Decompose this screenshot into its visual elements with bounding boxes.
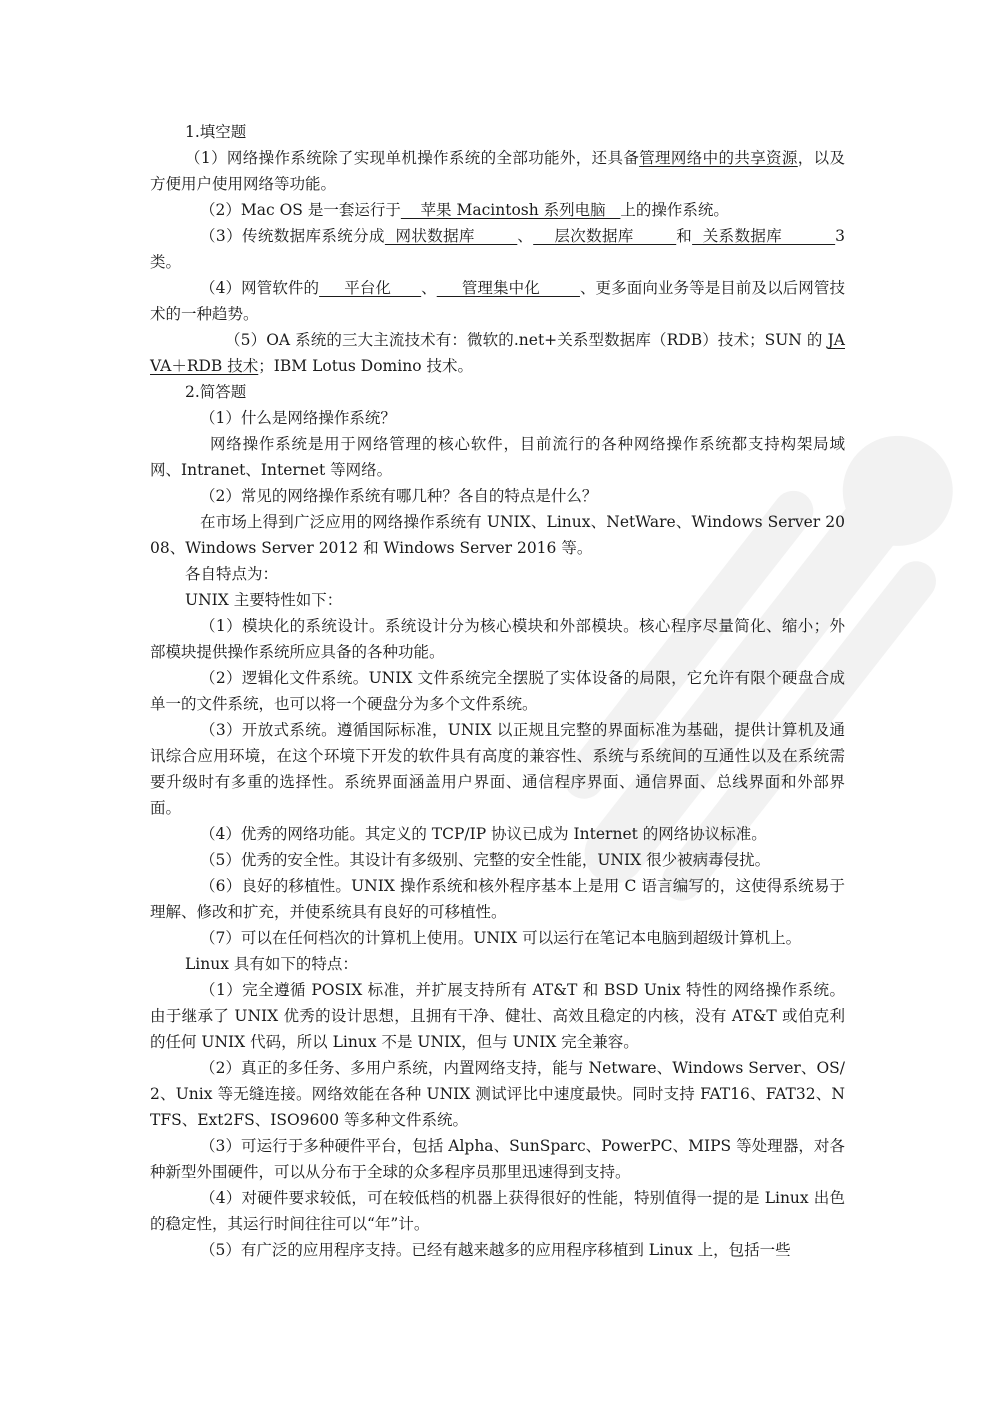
fill-question-2: （2）Mac OS 是一套运行于 苹果 Macintosh 系列电脑 上的操作系统。: [200, 201, 729, 219]
linux-item: （3）可运行于多种硬件平台，包括 Alpha、SunSparc、PowerPC、MIPS 等处理器，对各种新型外围硬件，可以从分布于全球的众多程序员那里迅速得到支持。: [150, 1137, 845, 1181]
linux-title: Linux 具有如下的特点：: [185, 955, 358, 973]
unix-title: UNIX 主要特性如下：: [185, 591, 343, 609]
answer-3b: 层次数据库: [533, 227, 677, 245]
answer-4a: 平台化: [319, 279, 422, 297]
unix-item: （5）优秀的安全性。其设计有多级别、完整的安全性能，UNIX 很少被病毒侵扰。: [200, 851, 771, 869]
unix-item: （2）逻辑化文件系统。UNIX 文件系统完全摆脱了实体设备的局限，它允许有限个硬盘合成单一的文件系统，也可以将一个硬盘分为多个文件系统。: [150, 669, 845, 713]
answer-4b: 管理集中化: [436, 279, 580, 297]
section-title-short-answer: 2.简答题: [185, 383, 247, 401]
linux-item: （1）完全遵循 POSIX 标准，并扩展支持所有 AT&T 和 BSD Unix 特性的网络操作系统。由于继承了 UNIX 优秀的设计思想，且拥有干净、健壮、高效且稳定的内核，没有 AT&T 或伯克利的任何 UNIX 代码，所以 Linux 不是 UNIX，但与 UNIX 完全兼容。: [150, 981, 845, 1051]
unix-item: （3）开放式系统。遵循国际标准，UNIX 以正规且完整的界面标准为基础，提供计算机及通讯综合应用环境，在这个环境下开发的软件具有高度的兼容性、系统与系统间的互通性以及在系统需要升级时有多重的选择性。系统界面涵盖用户界面、通信程序界面、通信界面、总线界面和外部界面。: [150, 721, 845, 817]
fill-question-5: （5）OA 系统的三大主流技术有：微软的.net+关系型数据库（RDB）技术；SUN 的 JAVA＋RDB 技术；IBM Lotus Domino 技术。: [150, 331, 845, 375]
fill-question-3: （3）传统数据库系统分成 网状数据库 、 层次数据库 和 关系数据库 3 类。: [150, 227, 846, 271]
answer-2: 苹果 Macintosh 系列电脑: [400, 201, 621, 219]
document-body: [150, 119, 845, 1263]
short-question-1: （1）什么是网络操作系统？: [200, 409, 396, 427]
unix-item: （1）模块化的系统设计。系统设计分为核心模块和外部模块。核心程序尽量简化、缩小；外部模块提供操作系统所应具备的各种功能。: [150, 617, 845, 661]
short-question-2: （2）常见的网络操作系统有哪几种？各自的特点是什么？: [200, 487, 598, 505]
unix-item: （4）优秀的网络功能。其定义的 TCP/IP 协议已成为 Internet 的网络协议标准。: [200, 825, 767, 843]
fill-question-4: （4）网管软件的 平台化 、 管理集中化 、更多面向业务等是目前及以后网管技术的一种趋势。: [150, 279, 845, 323]
short-answer-2: 在市场上得到广泛应用的网络操作系统有 UNIX、Linux、NetWare、Windows Server 2008、Windows Server 2012 和 Windows Server 2016 等。: [150, 513, 845, 557]
features-intro: 各自特点为：: [185, 565, 279, 583]
linux-item: （2）真正的多任务、多用户系统，内置网络支持，能与 Netware、Windows Server、OS/2、Unix 等无缝连接。网络效能在各种 UNIX 测试评比中速度最快。同时支持 FAT16、FAT32、NTFS、Ext2FS、ISO9600 等多种文件系统。: [150, 1059, 845, 1129]
short-answer-1: 网络操作系统是用于网络管理的核心软件，目前流行的各种网络操作系统都支持构架局域网、Intranet、Internet 等网络。: [150, 435, 845, 479]
answer-5: JAVA＋RDB 技术: [150, 331, 845, 375]
linux-item: （4）对硬件要求较低，可在较低档的机器上获得很好的性能，特别值得一提的是 Linux 出色的稳定性，其运行时间往往可以“年”计。: [150, 1189, 845, 1233]
fill-question-1: （1）网络操作系统除了实现单机操作系统的全部功能外，还具备管理网络中的共享资源，以及方便用户使用网络等功能。: [150, 149, 845, 193]
linux-item: （5）有广泛的应用程序支持。已经有越来越多的应用程序移植到 Linux 上，包括一些: [200, 1241, 791, 1259]
answer-1: 管理网络中的共享资源: [639, 149, 798, 167]
unix-item: （7）可以在任何档次的计算机上使用。UNIX 可以运行在笔记本电脑到超级计算机上。: [200, 929, 802, 947]
unix-item: （6）良好的移植性。UNIX 操作系统和核外程序基本上是用 C 语言编写的，这使得系统易于理解、修改和扩充，并使系统具有良好的可移植性。: [150, 877, 845, 921]
section-title-fill-in: 1.填空题: [185, 123, 247, 141]
answer-3c: 关系数据库: [692, 227, 836, 245]
answer-3a: 网状数据库: [384, 227, 518, 245]
